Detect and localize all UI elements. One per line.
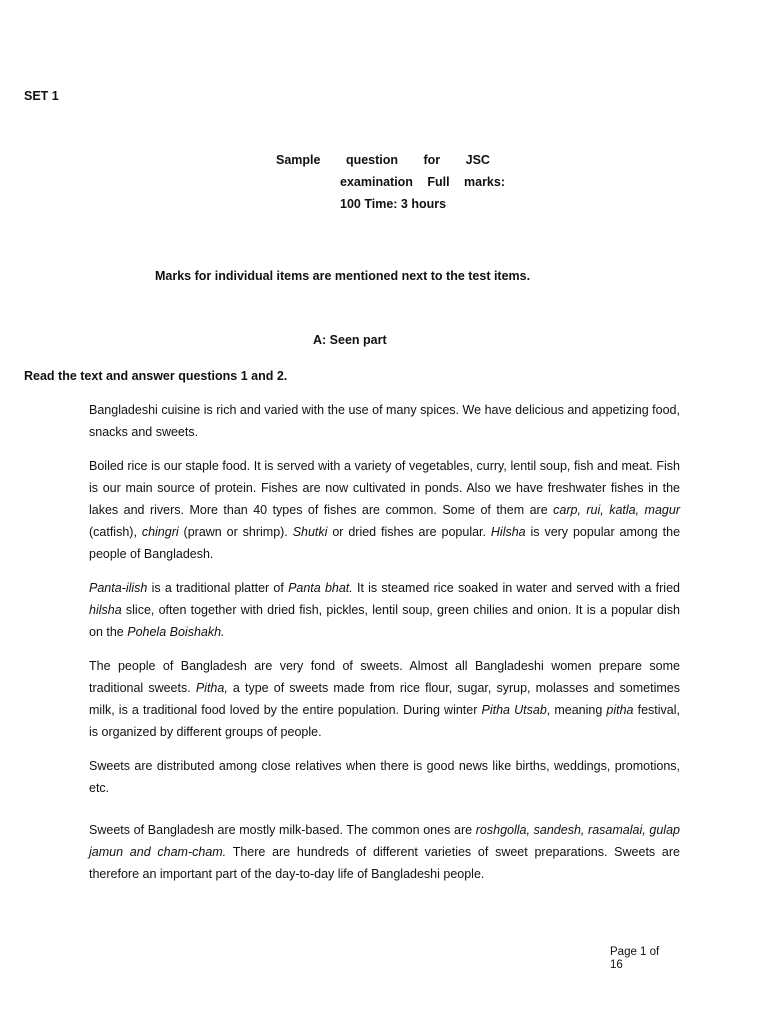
italic-term: hilsha (89, 603, 122, 617)
paragraph (89, 755, 680, 799)
title-word: marks: (464, 175, 505, 189)
italic-term: roshgolla, sandesh, rasamalai, gulap jamun and cham-cham. (89, 823, 680, 859)
text-run: Sweets are distributed among close relatives when there is good news like births, weddings, promotions, etc. (89, 759, 680, 795)
text-run: or dried fishes are popular. (327, 525, 491, 539)
paragraph (89, 399, 680, 443)
title-word: examination (340, 175, 413, 189)
title-word: JSC (465, 153, 490, 167)
paragraph (89, 819, 680, 885)
text-run: Boiled rice is our staple food. It is served with a variety of vegetables, curry, lentil soup, fish and meat. Fish is our main source of protein. Fishes are now cultivated in ponds. Also we have freshwater fishes in the lakes and rivers. More than 40 types of fishes are common. Some of them are (89, 459, 680, 517)
text-run: (catfish), (89, 525, 142, 539)
page-number-line: Page 1 of (610, 946, 660, 958)
text-run: Sweets of Bangladesh are mostly milk-based. The common ones are (89, 823, 476, 837)
text-run: Bangladeshi cuisine is rich and varied with the use of many spices. We have delicious and appetizing food, snacks and sweets. (89, 403, 680, 439)
page-number-line: 16 (610, 959, 623, 971)
text-run: It is steamed rice soaked in water and served with a fried (352, 581, 680, 595)
title-word: Full (427, 175, 450, 189)
text-run: is very popular among the people of Bangladesh. (89, 525, 681, 561)
marks-note: Marks for individual items are mentioned next to the test items. (155, 269, 531, 283)
text-run: a type of sweets made from rice flour, sugar, syrup, molasses and sometimes milk, is a traditional food loved by the entire population. During winter (89, 681, 680, 717)
text-run: is a traditional platter of (147, 581, 289, 595)
italic-term: Shutki (292, 525, 328, 539)
italic-term: Hilsha (490, 525, 526, 539)
text-run: The people of Bangladesh are very fond of sweets. Almost all Bangladeshi women prepare some traditional sweets. (89, 659, 680, 695)
italic-term: pitha (606, 703, 634, 717)
paragraph (89, 577, 680, 643)
title-line-2 (340, 175, 505, 189)
italic-term: Panta-ilish (89, 581, 148, 595)
instructions: Read the text and answer questions 1 and 2. (24, 369, 288, 383)
italic-term: Pitha, (195, 681, 228, 695)
text-run: There are hundreds of different varieties of sweet preparations. Sweets are therefore an important part of the day-to-day life of Bangladeshi people. (89, 845, 680, 881)
paragraph (89, 655, 680, 743)
text-run: , meaning (546, 703, 607, 717)
title-word: question (345, 153, 399, 167)
paragraph (89, 455, 680, 565)
italic-term: chingri (141, 525, 179, 539)
italic-term: Pohela Boishakh. (127, 625, 225, 639)
page-number (610, 946, 670, 972)
title-line-1 (276, 153, 490, 167)
italic-term: Pitha Utsab (481, 703, 547, 717)
title-word: Sample (276, 153, 321, 167)
section-title: A: Seen part (313, 333, 387, 347)
text-run: slice, often together with dried fish, pickles, lentil soup, green chilies and onion. It is a popular dish on the (89, 603, 680, 639)
title-line-3: 100 Time: 3 hours (340, 197, 447, 211)
italic-term: Panta bhat. (288, 581, 353, 595)
text-run: (prawn or shrimp). (178, 525, 293, 539)
title-word: for (423, 153, 441, 167)
set-label: SET 1 (24, 89, 59, 103)
text-run: festival, is organized by different groups of people. (89, 703, 680, 739)
italic-term: carp, rui, katla, magur (553, 503, 680, 517)
